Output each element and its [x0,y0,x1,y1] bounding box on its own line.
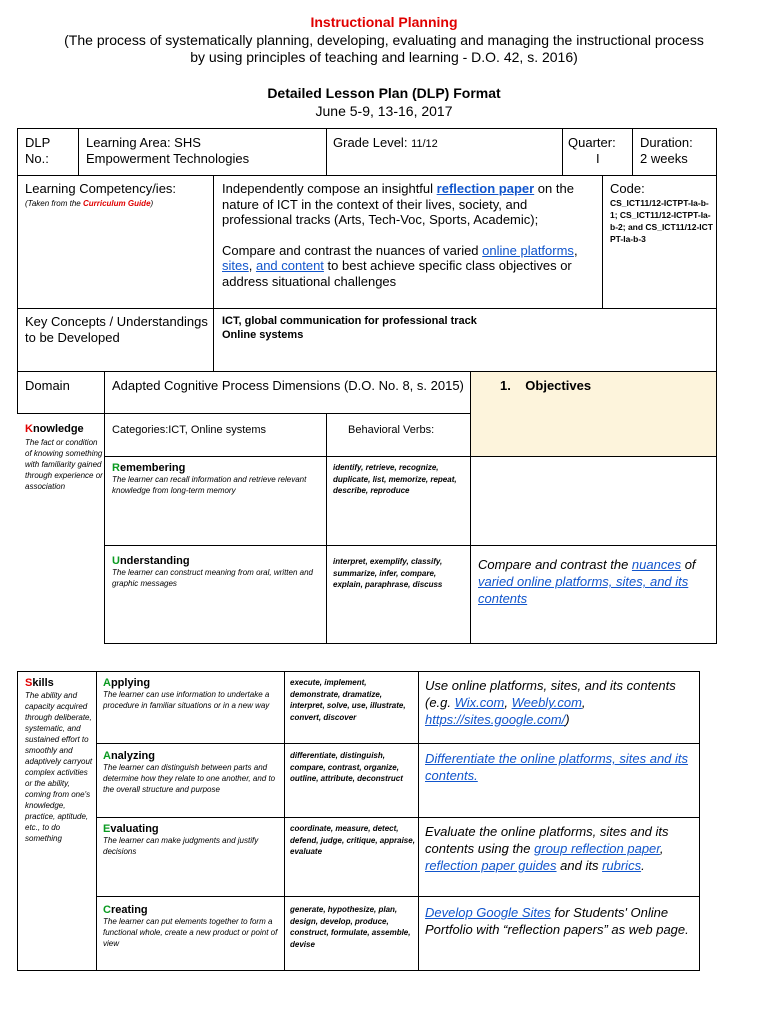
online-platforms-link[interactable]: online platforms [482,242,574,258]
sites-link[interactable]: sites [222,258,249,273]
duration: Duration: 2 weeks [640,135,693,166]
analyzing-verbs: differentiate, distinguish, compare, contrast, organize, outline, attribute, deconstruct [290,751,403,783]
applying-objective: Use online platforms, sites, and its contents (e.g. Wix.com, Weebly.com, https://sites.google.com/) [425,678,676,727]
nuances-link[interactable]: nuances [631,557,682,572]
dlp-label: DLP No.: [25,135,51,166]
understanding-level: Understanding The learner can construct meaning from oral, written and graphic messages [112,555,313,588]
analyzing-level: Analyzing The learner can distinguish between parts and determine how they relate to one another, and to the overall structure and purpose [103,750,276,794]
categories-label: Categories:ICT, Online systems [112,424,267,436]
analyzing-objective [425,750,697,784]
applying-verbs: execute, implement, demonstrate, dramatize, interpret, solve, use, illustrate, convert, discover [290,678,406,722]
differentiate-link[interactable]: Differentiate the online platforms, sites and its contents. [425,751,689,783]
format-title: Detailed Lesson Plan (DLP) Format [267,85,501,101]
knowledge-domain: Knowledge The fact or condition of knowing something with familiarity gained through experience or association [25,423,103,491]
applying-level: Applying The learner can use information to undertake a procedure in familiar situations or in a new way [103,677,270,710]
understanding-verbs: interpret, exemplify, classify, summarize, infer, compare, explain, paraphrase, discuss [333,557,443,589]
remembering-verbs: identify, retrieve, recognize, duplicate, list, memorize, repeat, describe, reproduce [333,463,457,495]
varied-online-platforms-link[interactable]: varied online platforms, sites, and its contents [478,574,689,606]
weebly-link[interactable]: Weebly.com [511,695,582,710]
google-sites-url-link[interactable]: https://sites.google.com/ [425,712,566,727]
document-title: Instructional Planning [310,14,458,30]
remembering-level: Remembering The learner can recall information and retrieve relevant knowledge from long-term memory [112,462,307,495]
code-cell: Code: CS_ICT11/12-ICTPT-Ia-b-1; CS_ICT11/12-ICTPT-Ia-b-2; and CS_ICT11/12-ICTPT-Ia-b-3 [610,181,713,244]
objectives-label: 1. Objectives [500,378,592,393]
behavioral-verbs-header: Behavioral Verbs: [348,424,435,436]
document-subtitle: (The process of systematically planning, developing, evaluating and managing the instructional process by using principles of teaching and learning - D.O. 42, s. 2016) [64,32,704,65]
quarter: Quarter: I [568,135,616,166]
reflection-paper-link[interactable]: reflection paper [436,181,535,196]
key-concepts-text: ICT, global communication for professional track Online systems [222,315,477,341]
reflection-paper-guides-link[interactable]: reflection paper guides [425,858,557,873]
and-content-link[interactable]: and content [255,258,324,273]
learning-area: Learning Area: SHS Empowerment Technologies [86,135,250,166]
understanding-objective: Compare and contrast the nuances of varied online platforms, sites, and its contents [478,557,696,606]
creating-verbs: generate, hypothesize, plan, design, develop, produce, construct, formulate, assemble, devise [290,905,411,949]
wix-link[interactable]: Wix.com [454,695,505,710]
grade-level: Grade Level: 11/12 [333,135,438,150]
evaluating-verbs: coordinate, measure, detect, defend, judge, critique, appraise, evaluate [290,824,415,856]
key-concepts-label: Key Concepts / Understandings to be Developed [25,314,208,345]
rubrics-link[interactable]: rubrics [602,858,642,873]
evaluating-level: Evaluating The learner can make judgments and justify decisions [103,823,259,856]
competency-label: Learning Competency/ies: (Taken from the Curriculum Guide) [25,181,177,208]
creating-level: Creating The learner can put elements together to form a functional whole, create a new product or point of view [103,904,278,948]
evaluating-objective: Evaluate the online platforms, sites and its contents using the group reflection paper, reflection paper guides and its rubrics. [425,824,669,873]
domain-label: Domain [25,378,70,393]
format-dates: June 5-9, 13-16, 2017 [315,103,453,119]
develop-google-sites-link[interactable]: Develop Google Sites [425,905,551,920]
group-reflection-paper-link[interactable]: group reflection paper [534,841,660,856]
competency-text: Independently compose an insightful reflection paper on the nature of ICT in the context of their lives, society, and professional tracks (Arts, Tech-Voc, Sports, Academic); Compare and contrast the nuances of varied online platforms, sites, and content to best achieve specific class objectives or address situational challenges [222,181,578,289]
skills-domain: Skills The ability and capacity acquired through deliberate, systematic, and sustained effort to smoothly and adaptively carryout complex activities or the ability, coming from one's knowledge, practice, aptitude, etc., to do something [25,677,93,843]
creating-objective: Develop Google Sites for Students' Online Portfolio with “reflection papers” as web page. [425,905,689,937]
process-dimensions-label: Adapted Cognitive Process Dimensions (D.O. No. 8, s. 2015) [112,378,464,393]
